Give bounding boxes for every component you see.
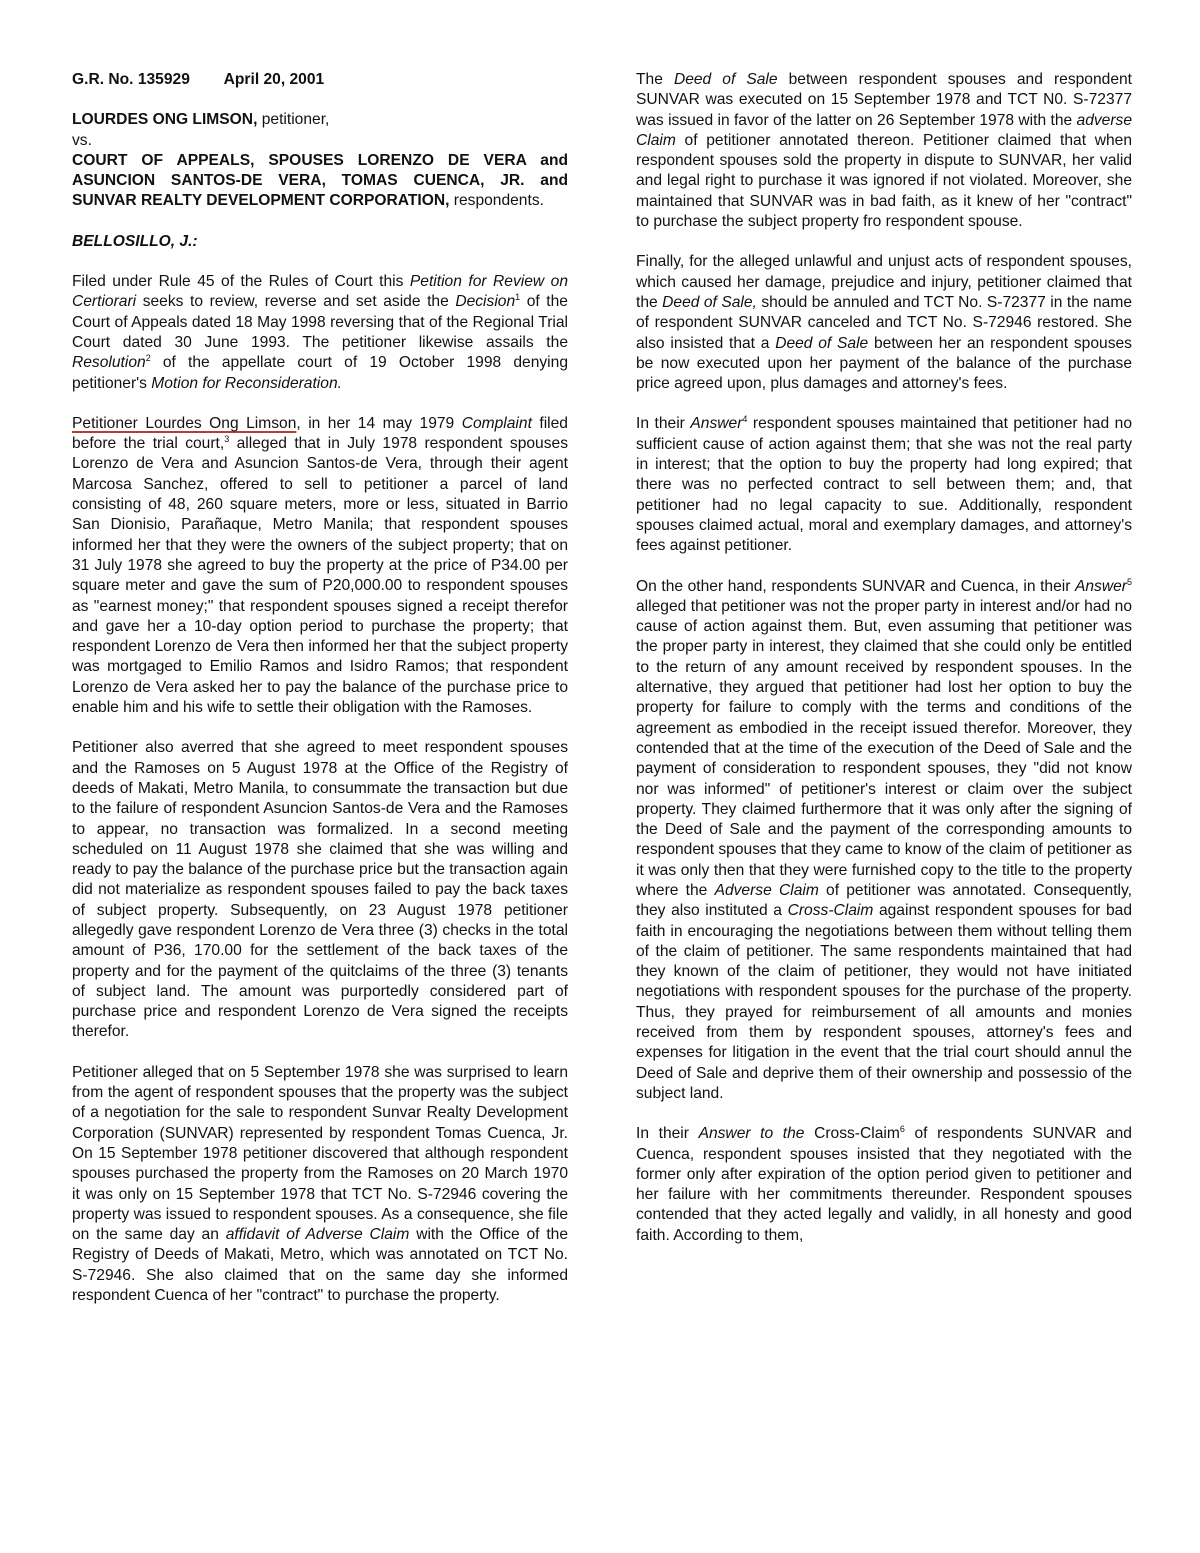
footnote-ref-1[interactable]: 1 [515,292,521,303]
right-column [636,70,1132,1266]
footnote-ref-4[interactable]: 4 [742,414,748,425]
paragraph-7: In their Answer$^4$ respondent spouses maintained that petitioner had no sufficient cause of action against them; that she was not the real party in interest; that the option to buy the property had long expired; that there was no perfected contract to sell between them; and, that petitioner had no legal capacity to sue. Additionally, respondent spouses claimed actual, moral and exemplary damages, and attorney's fees against petitioner. [636,414,1132,555]
paragraph-3: Petitioner also averred that she agreed to meet respondent spouses and the Ramoses on 5 August 1978 at the Office of the Registry of deeds of Makati, Metro Manila, to consummate the transaction but due to the failure of respondent Asuncion Santos-de Vera and the Ramoses to appear, no transaction was formalized. In a second meeting scheduled on 11 August 1978 she claimed that she was willing and ready to pay the balance of the purchase price but the transaction again did not materialize as respondent spouses failed to pay the back taxes of subject property. Subsequently, on 23 August 1978 petitioner allegedly gave respondent Lorenzo de Vera three (3) checks in the total amount of P36, 170.00 for the settlement of the back taxes of the property and for the payment of the quitclaims of the three (3) tenants of subject land. The amount was purportedly considered part of purchase price and respondent Lorenzo de Vera signed the receipts therefor. [72,739,568,1041]
footnote-ref-5[interactable]: 5 [1126,576,1132,587]
paragraph-4: Petitioner alleged that on 5 September 1978 she was surprised to learn from the agent of respondent spouses that the property was the subject of a negotiation for the sale to respondent Sunvar Realty Development Corporation (SUNVAR) represented by respondent Tomas Cuenca, Jr. On 15 September 1978 petitioner discovered that although respondent spouses purchased the property from the Ramoses on 20 March 1970 it was only on 15 September 1978 that TCT No. S-72946 covering the property was issued to respondent spouses. As a consequence, she file on the same day an affidavit of Adverse Claim with the Office of the Registry of Deeds of Makati, Metro, which was annotated on TCT No. S-72946. She also claimed that on the same day she informed respondent Cuenca of her "contract" to purchase the property. [72,1063,568,1305]
paragraph-6: Finally, for the alleged unlawful and unjust acts of respondent spouses, which caused her damage, prejudice and injury, petitioner claimed that the Deed of Sale, should be annuled and TCT No. S-72377 in the name of respondent SUNVAR canceled and TCT No. S-72946 restored. She also insisted that a Deed of Sale between her an respondent spouses be now executed upon her payment of the balance of the purchase price agreed upon, plus damages and attorney's fees. [636,253,1132,393]
paragraph-8: On the other hand, respondents SUNVAR and Cuenca, in their Answer$^5$ alleged that petitioner was not the proper party in interest and/or had no cause of action against them. But, even assuming that petitioner was the proper party in interest, they claimed that she could only be entitled to the return of any amount received by respondent spouses. In the alternative, they argued that petitioner had lost her option to buy the property for failure to comply with the terms and conditions of the agreement as embodied in the receipt issued therefor. Moreover, they contended that at the time of the execution of the Deed of Sale and the payment of consideration to respondent spouses, they "did not know nor was informed" of petitioner's interest or claim over the subject property. They claimed furthermore that it was only after the signing of the Deed of Sale and the payment of the corresponding amounts to respondent spouses that they came to know of the claim of petitioner as it was only then that they were furnished copy to the title to the property where the Adverse Claim of petitioner was annotated. Consequently, they also instituted a Cross-Claim against respondent spouses for bad faith in encouraging the negotiations between them without telling them of the claim of petitioner. The same respondents maintained that had they known of the claim of petitioner, they would not have initiated negotiations with respondent spouses for the purchase of the property. Thus, they prayed for reimbursement of all amounts and monies received from them by respondent spouses, attorney's fees and expenses for litigation in the event that the trial court should annul the Deed of Sale and deprive them of their ownership and possessio of the subject land. [636,576,1132,1102]
petitioner-role: petitioner, [257,111,330,129]
paragraph-9: In their Answer to the Cross-Claim$^6$ of respondents SUNVAR and Cuenca, respondent spouses insisted that they negotiated with the former only after expiration of the option period given to petitioner and her failure with her commitments thereunder. Respondent spouses contended that they acted legally and validly, in all honesty and good faith. According to them, [636,1124,1132,1244]
underlined-petitioner-name: Petitioner Lourdes Ong Limson [72,414,297,432]
case-parties [72,110,568,211]
respondents-role: respondents. [449,192,544,210]
case-date: April 20, 2001 [223,71,325,88]
versus: vs. [72,131,92,149]
paragraph-2: Petitioner Lourdes Ong Limson, in her 14 may 1979 Complaint filed before the trial court,$^3$ alleged that in July 1978 respondent spouses Lorenzo de Vera and Asuncion Santos-de Vera, through their agent Marcosa Sanchez, offered to sell to petitioner a parcel of land consisting of 48, 260 square meters, more or less, situated in Barrio San Dionisio, Parañaque, Metro Manila; that respondent spouses informed her that they were the owners of the subject property; that on 31 July 1978 she agreed to buy the property at the price of P34.00 per square meter and gave the sum of P20,000.00 to respondent spouses as "earnest money;" that respondent spouses signed a receipt therefor and gave her a 10-day option period to purchase the property; that respondent Lorenzo de Vera then informed her that the subject property was mortgaged to Emilio Ramos and Isidro Ramos; that respondent Lorenzo de Vera asked her to pay the balance of the purchase price to enable him and his wife to settle their obligation with the Ramoses. [72,414,568,717]
left-column [72,70,568,1326]
footnote-ref-2[interactable]: 2 [145,353,151,364]
respondents-names: COURT OF APPEALS, SPOUSES LORENZO DE VERA and ASUNCION SANTOS-DE VERA, TOMAS CUENCA, JR. and SUNVAR REALTY DEVELOPMENT CORPORATION, [72,151,568,210]
case-number: G.R. No. 135929 [72,71,190,88]
footnote-ref-6[interactable]: 6 [899,1124,905,1135]
ponente: BELLOSILLO, J.: [72,232,198,250]
case-heading [72,70,568,90]
paragraph-1: Filed under Rule 45 of the Rules of Court this Petition for Review on Certiorari seeks to review, reverse and set aside the Decision$^1$ of the Court of Appeals dated 18 May 1998 reversing that of the Regional Trial Court dated 30 June 1993. The petitioner likewise assails the Resolution$^2$ of the appellate court of 19 October 1998 denying petitioner's Motion for Reconsideration. [72,273,569,392]
paragraph-5: The Deed of Sale between respondent spouses and respondent SUNVAR was executed on 15 September 1978 and TCT N0. S-72377 was issued in favor of the latter on 26 September 1978 with the adverse Claim of petitioner annotated thereon. Petitioner claimed that when respondent spouses sold the property in dispute to SUNVAR, her valid and legal right to purchase it was ignored if not violated. Moreover, she maintained that SUNVAR was in bad faith, as it knew of her "contract" to purchase the subject property fro respondent spouse. [636,71,1132,231]
petitioner-name: LOURDES ONG LIMSON, [72,111,258,129]
footnote-ref-3[interactable]: 3 [224,433,230,444]
